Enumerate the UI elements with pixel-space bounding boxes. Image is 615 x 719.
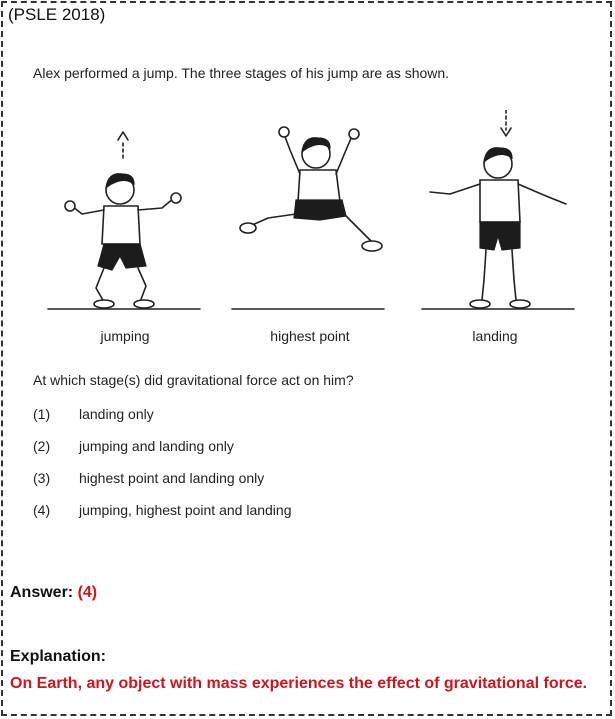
answer-line	[10, 584, 97, 602]
caption-landing: landing	[472, 328, 518, 344]
option-text: landing only	[79, 406, 154, 422]
option-1[interactable]	[33, 406, 154, 422]
explanation-text: On Earth, any object with mass experiences the effect of gravitational force.	[10, 675, 588, 692]
option-3[interactable]	[33, 470, 264, 486]
caption-highest-point: highest point	[270, 328, 350, 344]
question-stem: Alex performed a jump. The three stages of his jump are as shown.	[33, 65, 450, 81]
jumping-figure-icon	[48, 132, 200, 309]
question-card-frame	[1, 1, 612, 716]
answer-value: (4)	[77, 584, 98, 601]
highest-point-figure-icon	[232, 127, 384, 309]
landing-figure-icon	[422, 110, 574, 309]
option-number: (2)	[33, 438, 51, 454]
caption-jumping: jumping	[100, 328, 150, 344]
option-number: (3)	[33, 470, 51, 486]
option-text: jumping, highest point and landing	[79, 502, 292, 518]
jump-stages-illustration	[0, 110, 615, 340]
answer-label: Answer:	[10, 584, 74, 601]
question-text: At which stage(s) did gravitational force act on him?	[33, 372, 354, 388]
exam-source: (PSLE 2018)	[8, 5, 106, 24]
explanation-label: Explanation:	[10, 648, 107, 665]
option-number: (4)	[33, 502, 51, 518]
option-2[interactable]	[33, 438, 234, 454]
option-text: highest point and landing only	[79, 470, 265, 486]
option-number: (1)	[33, 406, 51, 422]
option-text: jumping and landing only	[79, 438, 234, 454]
option-4[interactable]	[33, 502, 292, 518]
